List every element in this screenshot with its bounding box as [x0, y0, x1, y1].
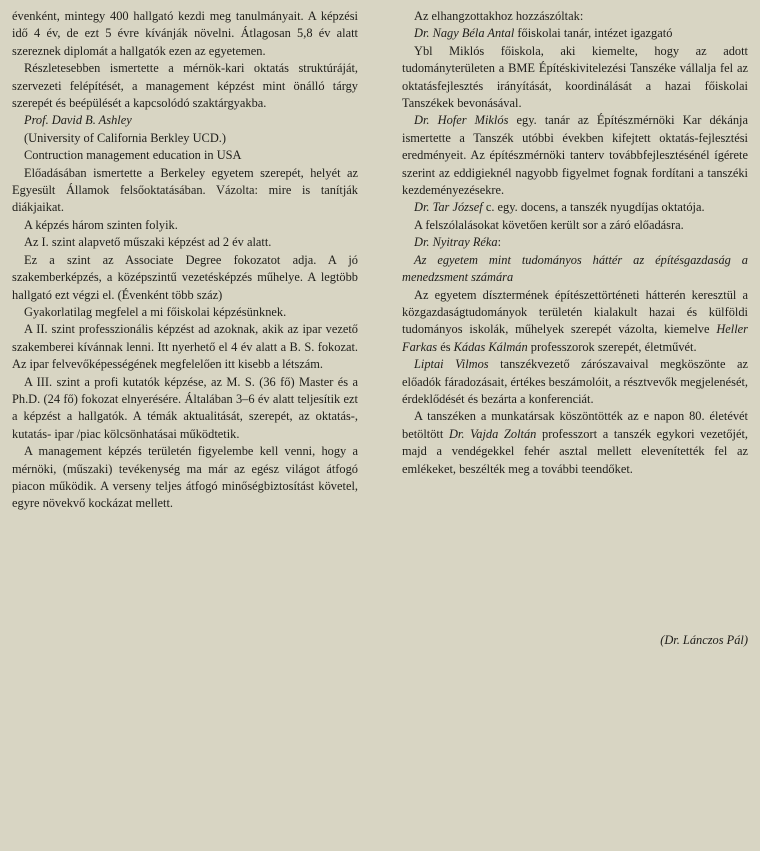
person-name: Kádas Kálmán: [453, 339, 528, 354]
paragraph: Részletesebben ismertette a mérnök-kari oktatás struktúráját, szervezeti felépítését, a management képzést mint önálló tárgy szerepét és beépülését a kapcsolódó szaktárgyakba.: [12, 61, 358, 111]
lecture-title-text: Az egyetem mint tudományos háttér az építésgazdaság a menedzsment számára: [402, 252, 748, 285]
paragraph: [402, 408, 748, 478]
paragraph-text: :: [497, 235, 502, 250]
paragraph: A felszólalásokat követően került sor a záró előadásra.: [414, 217, 684, 232]
paragraph: A management képzés területén figyelembe kell venni, hogy a mérnöki, (műszaki) tevékenység ma már az egész világot átfogó piacon működik. A verseny teljes átfogó minőségbiztosítást követel, egyre növekvő kockázat mellett.: [12, 444, 358, 511]
paragraph-text: és: [437, 339, 454, 354]
person-name: Dr. Tar József: [414, 200, 483, 215]
paragraph: Előadásában ismertette a Berkeley egyetem szerepét, helyét az Egyesült Államok felsőoktatásában. Vázolta: mire is tanítják diákjaikat.: [12, 165, 358, 215]
paragraph-text: professzort a tanszék egykori vezetőjét, majd a vendégekkel fehér asztal mellett elevenítették fel az emlékeket, beszélték meg a további teendőket.: [402, 426, 748, 476]
paragraph: Az elhangzottakhoz hozzászóltak:: [414, 9, 584, 23]
person-name: Dr. Nyitray Réka: [414, 235, 498, 250]
paragraph-text: tanszékvezető zárószavaival megköszönte az előadók fáradozásait, értékes beszámolóit, a résztvevők megjelenését, érdeklődését és bezárta a konferenciát.: [402, 357, 748, 406]
paragraph: A III. szint a profi kutatók képzése, az M. S. (36 fő) Master és a Ph.D. (24 fő) fokozat elnyerésére. Általában 3–6 év alatt teljesítik ezt a képzést a hallgatók. A témák aktualitását, szerepét, az oktatás-, kutatás- ipar /piac kölcsönhatásai működtetik.: [12, 374, 358, 441]
speaker-affiliation: (University of California Berkley UCD.): [24, 130, 226, 145]
paragraph-text: főiskolai tanár, intézet igazgató: [514, 26, 673, 41]
author-signature: (Dr. Lánczos Pál): [660, 633, 748, 647]
speaker-name-text: Prof. David B. Ashley: [24, 113, 132, 128]
paragraph: [402, 287, 748, 357]
person-name: Dr. Vajda Zoltán: [448, 426, 537, 441]
paragraph: [402, 112, 748, 199]
paragraph: A képzés három szinten folyik.: [24, 217, 178, 232]
paragraph-text: A tanszéken a munkatársak köszöntötték az e napon 80. életévét betöltött: [402, 409, 748, 441]
speaker-name: [12, 112, 358, 129]
paragraph: [402, 234, 748, 251]
paragraph: évenként, mintegy 400 hallgató kezdi meg tanulmányait. A képzési idő 4 év, de ezt 5 évre kívánják növelni. Átlagosan 5,8 év alatt szereznek diplomát a hallgatók ezen az egyetemen.: [12, 9, 358, 58]
right-column: [402, 8, 748, 478]
paragraph: Ybl Miklós főiskola, aki kiemelte, hogy az adott tudományterületen a BME Építéskivitelezési Tanszéke vállalja fel az oktatásfejlesztés irányítását, koordinálását a hazai főiskolai Tanszékek bevonásával.: [402, 43, 748, 111]
speaker-topic: Contruction management education in USA: [24, 148, 242, 163]
person-name: Liptai Vilmos: [414, 357, 489, 372]
lecture-title: [402, 252, 748, 287]
paragraph: [402, 356, 748, 408]
paragraph-text: Az egyetem dísztermének építészettörténeti hátterén keresztül a közgazdaságtudományok területén kialakult hazai és külföldi tudományos iskolák, műhelyek szerepét vázolta, kiemelve: [402, 287, 748, 337]
paragraph: Az I. szint alapvető műszaki képzést ad 2 év alatt.: [24, 235, 272, 250]
person-name: Dr. Nagy Béla Antal: [414, 26, 515, 41]
person-name: Heller Farkas: [402, 322, 748, 354]
person-name: Dr. Hofer Miklós: [414, 113, 509, 128]
paragraph: [402, 25, 748, 42]
paragraph: Gyakorlatilag megfelel a mi főiskolai képzésünknek.: [24, 304, 287, 319]
paragraph-text: c. egy. docens, a tanszék nyugdíjas oktatója.: [482, 200, 705, 215]
paragraph-text: professzorok szerepét, életművét.: [527, 339, 697, 354]
paragraph: Ez a szint az Associate Degree fokozatot adja. A jó szakemberképzés, a középszintű vezetésképzés műhelye. A legtöbb hallgató ezt végzi el. (Évenként több száz): [12, 252, 358, 302]
paragraph-text: egy. tanár az Építészmérnöki Kar dékánja ismertette a Tanszék utóbbi években kifejtett oktatás-fejlesztési eredményeit. Az építészmérnöki tanterv továbbfejlesztésénél ígérete szerint az eddigieknél nagyobb figyelmet fognak fordítani a tanszéki kezdeményezésekre.: [402, 113, 748, 198]
paragraph: A II. szint professzionális képzést ad azoknak, akik az ipar vezető szakemberei kívánnak lenni. Itt nyerhető el 4 év alatt a B. S. fokozat. Az ipar felvevőképességének megfelelően itt kisebb a létszám.: [12, 322, 358, 372]
left-column: [12, 8, 358, 513]
paragraph: [402, 199, 748, 216]
